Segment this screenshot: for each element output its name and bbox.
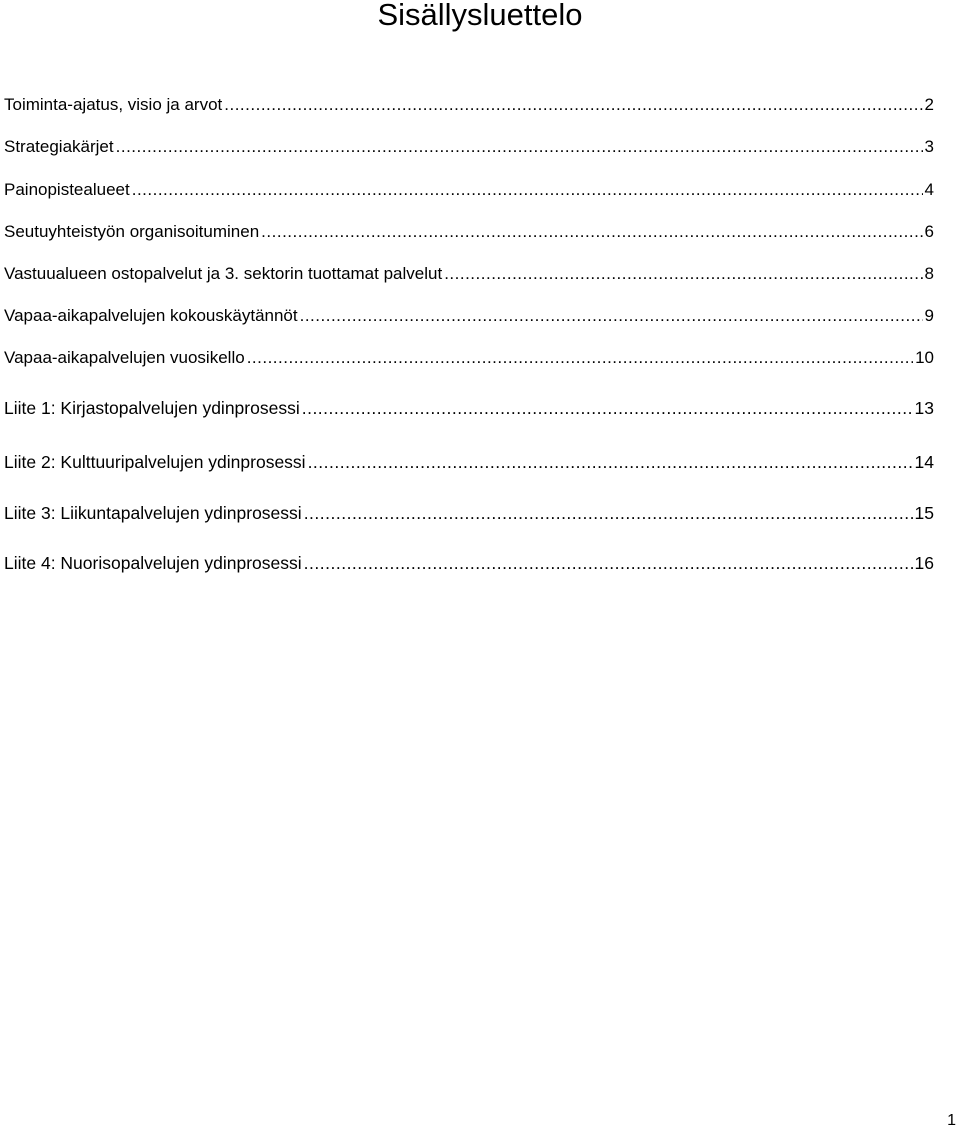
toc-dot-leader bbox=[304, 553, 913, 573]
toc-entry-kokouskaytannot[interactable] bbox=[4, 306, 934, 326]
toc-entry-text: Vastuualueen ostopalvelut ja 3. sektorin tuottamat palvelut bbox=[4, 264, 443, 283]
toc-page-number: 15 bbox=[914, 503, 934, 523]
toc-dot-leader bbox=[247, 348, 913, 368]
toc-entry-text: Liite 3: Liikuntapalvelujen ydinprosessi bbox=[4, 503, 302, 523]
toc-entry-painopistealueet[interactable] bbox=[4, 180, 934, 200]
toc-dot-leader bbox=[300, 306, 923, 326]
toc-entry-liite-2[interactable] bbox=[4, 452, 934, 472]
toc-entry-text: Liite 4: Nuorisopalvelujen ydinprosessi bbox=[4, 553, 302, 573]
toc-entry-strategiakarjet[interactable] bbox=[4, 137, 934, 157]
toc-dot-leader bbox=[302, 398, 913, 418]
toc-page-number: 14 bbox=[914, 452, 934, 472]
toc-entry-vastuualueen-ostopalvelut[interactable] bbox=[4, 264, 934, 284]
toc-entry-text: Liite 2: Kulttuuripalvelujen ydinprosessi bbox=[4, 452, 306, 472]
toc-entry-liite-1[interactable] bbox=[4, 398, 934, 418]
toc-entry-text: Seutuyhteistyön organisoituminen bbox=[4, 222, 260, 241]
toc-entry-toiminta-ajatus[interactable] bbox=[4, 95, 934, 115]
toc-entry-text: Vapaa-aikapalvelujen vuosikello bbox=[4, 348, 245, 367]
toc-page-number: 3 bbox=[924, 137, 934, 156]
toc-dot-leader bbox=[132, 180, 923, 200]
toc-entry-text: Strategiakärjet bbox=[4, 137, 114, 156]
toc-entry-text: Toiminta-ajatus, visio ja arvot bbox=[4, 95, 223, 114]
toc-page-number: 4 bbox=[924, 180, 934, 199]
toc-page-number: 16 bbox=[914, 553, 934, 573]
toc-dot-leader bbox=[224, 95, 922, 115]
document-title: Sisällysluettelo bbox=[377, 0, 583, 32]
toc-page-number: 13 bbox=[914, 398, 934, 418]
toc-entry-text: Painopistealueet bbox=[4, 180, 130, 199]
page-number: 1 bbox=[947, 1112, 956, 1129]
toc-entry-text: Vapaa-aikapalvelujen kokouskäytännöt bbox=[4, 306, 298, 325]
toc-entry-vuosikello[interactable] bbox=[4, 348, 934, 368]
toc-dot-leader bbox=[444, 264, 922, 284]
toc-entry-text: Liite 1: Kirjastopalvelujen ydinprosessi bbox=[4, 398, 300, 418]
toc-page-number: 9 bbox=[924, 306, 934, 325]
toc-page-number: 8 bbox=[924, 264, 934, 283]
toc-dot-leader bbox=[116, 137, 923, 157]
toc-dot-leader bbox=[304, 503, 913, 523]
toc-entry-liite-4[interactable] bbox=[4, 553, 934, 573]
toc-page-number: 6 bbox=[924, 222, 934, 241]
toc-dot-leader bbox=[261, 222, 922, 242]
toc-entry-liite-3[interactable] bbox=[4, 503, 934, 523]
toc-page-number: 10 bbox=[915, 348, 934, 367]
toc-entry-seutuyhteistyo[interactable] bbox=[4, 222, 934, 242]
toc-dot-leader bbox=[308, 452, 913, 472]
toc-page-number: 2 bbox=[924, 95, 934, 114]
